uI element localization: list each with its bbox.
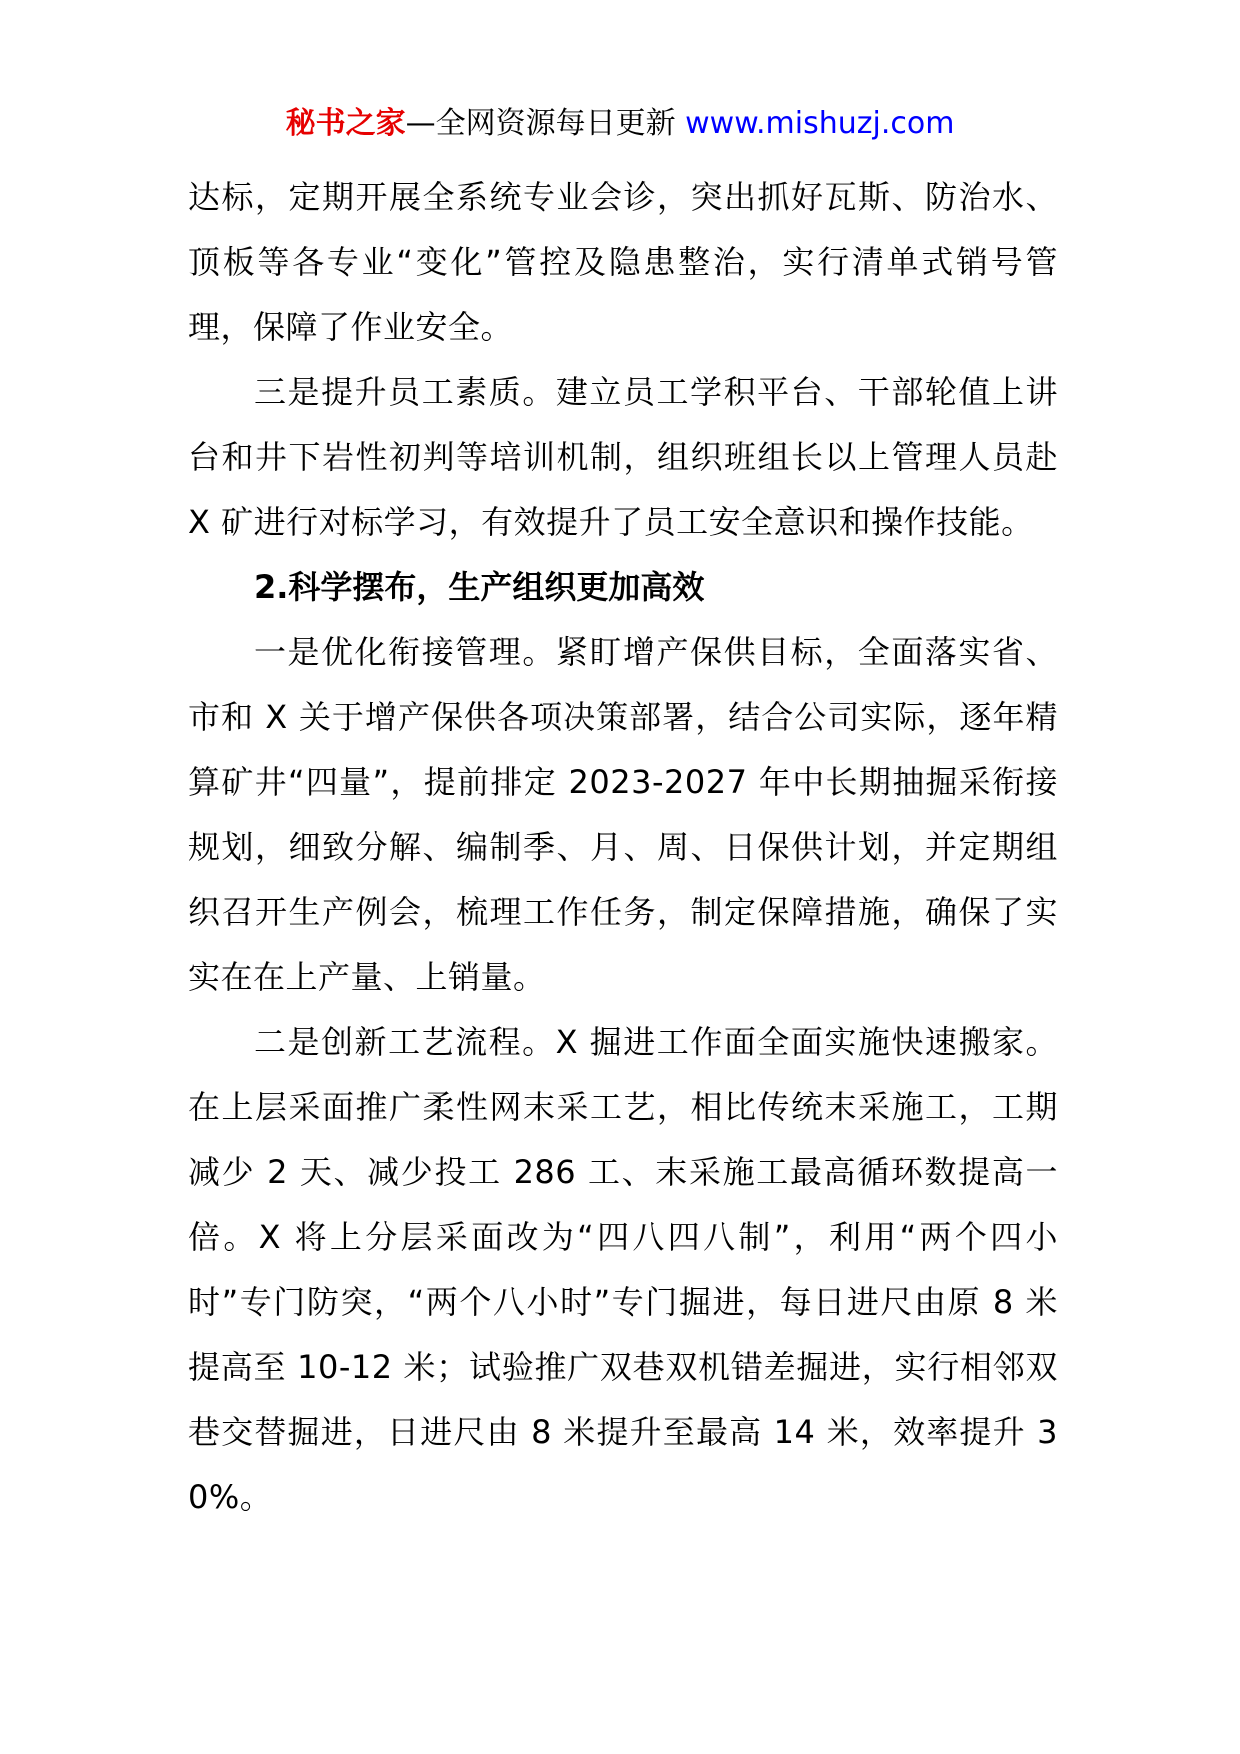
paragraph-connection-management: 一是优化衔接管理。紧盯增产保供目标，全面落实省、市和 X 关于增产保供各项决策部署，结合公司实际，逐年精算矿井“四量”，提前排定 2023-2027 年中长期抽掘采衔接规划，细致分解、编制季、月、周、日保供计划，并定期组织召开生产例会，梳理工作任务，制定保障措施，确保了实实在在上产量、上销量。 <box>188 633 1058 996</box>
site-link[interactable]: www.mishuzj.com <box>685 106 955 141</box>
document-body <box>188 165 1058 1530</box>
paragraph-process-innovation: 二是创新工艺流程。X 掘进工作面全面实施快速搬家。在上层采面推广柔性网末采工艺，相比传统末采施工，工期减少 2 天、减少投工 286 工、末采施工最高循环数提高一倍。X 将上分层采面改为“四八四八制”，利用“两个四小时”专门防突，“两个八小时”专门掘进，每日进尺由原 8 米提高至 10-12 米；试验推广双巷双机错差掘进，实行相邻双巷交替掘进，日进尺由 8 米提升至最高 14 米，效率提升 30%。 <box>188 1023 1058 1516</box>
paragraph-staff-quality: 三是提升员工素质。建立员工学积平台、干部轮值上讲台和井下岩性初判等培训机制，组织班组长以上管理人员赴 X 矿进行对标学习，有效提升了员工安全意识和操作技能。 <box>188 373 1058 541</box>
paragraph-continuation: 达标，定期开展全系统专业会诊，突出抓好瓦斯、防治水、顶板等各专业“变化”管控及隐患整治，实行清单式销号管理，保障了作业安全。 <box>188 178 1058 346</box>
section-heading: 2.科学摆布，生产组织更加高效 <box>254 568 705 606</box>
brand-name: 秘书之家 <box>285 106 406 141</box>
header-tagline: —全网资源每日更新 <box>405 106 686 141</box>
page-header <box>0 104 1240 144</box>
